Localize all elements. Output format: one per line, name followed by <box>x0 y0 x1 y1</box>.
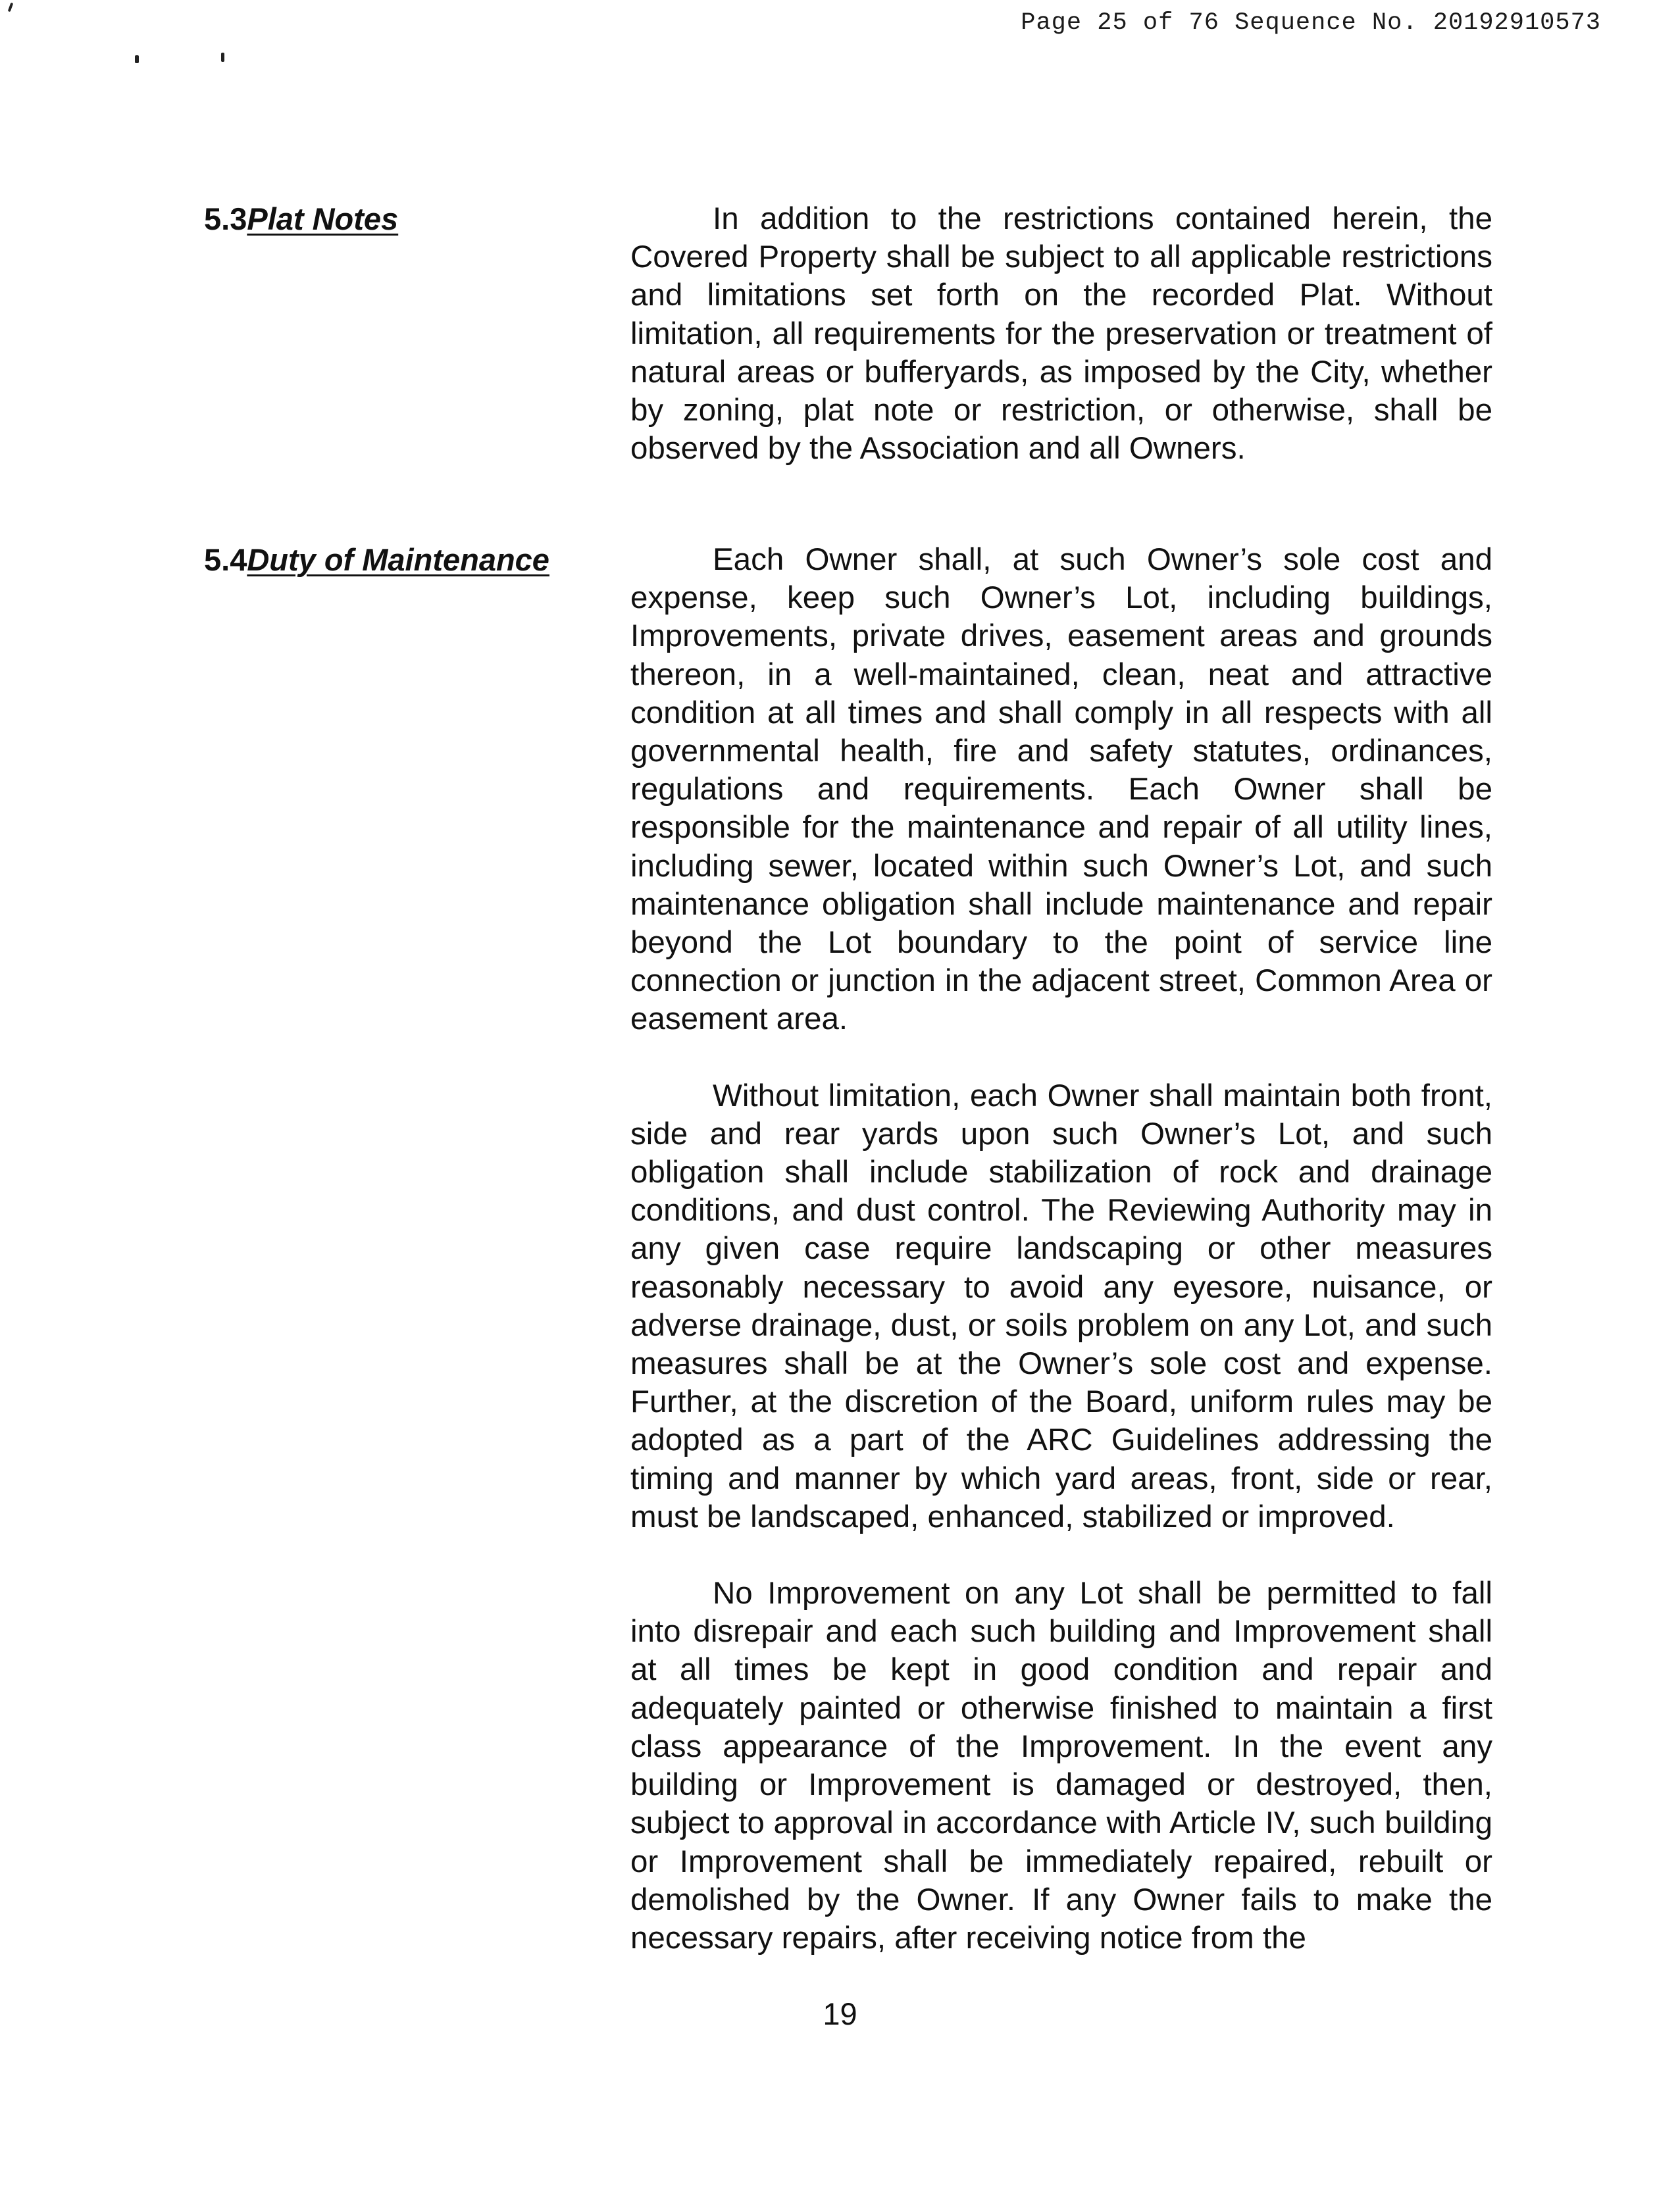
scan-speck <box>135 55 139 63</box>
page-sequence-header: Page 25 of 76 Sequence No. 20192910573 <box>1021 9 1601 37</box>
paragraph: No Improvement on any Lot shall be permitted to fall into disrepair and each such building and Improvement shall at all times be kept in good condition and repair and adequately painted or otherwise finished to maintain a first class appearance of the Improvement. In the event any building or Improvement is damaged or destroyed, then, subject to approval in accordance with Article IV, such building or Improvement shall be immediately repaired, rebuilt or demolished by the Owner. If any Owner fails to make the necessary repairs, after receiving notice from the <box>630 1576 1492 1956</box>
section-title: Duty of Maintenance <box>247 542 549 577</box>
paragraph: In addition to the restrictions contained herein, the Covered Property shall be subject to all applicable restrictions and limitations set forth on the recorded Plat. Without limitation, all requirements for the preservation or treatment of natural areas or bufferyards, as imposed by the City, whether by zoning, plat note or restriction, or otherwise, shall be observed by the Association and all Owners. <box>630 201 1492 467</box>
section-body <box>630 541 1492 1957</box>
section-heading <box>204 541 549 579</box>
scan-speck <box>8 3 14 13</box>
section-title: Plat Notes <box>247 201 399 236</box>
paragraph: Each Owner shall, at such Owner’s sole cost and expense, keep such Owner’s Lot, including buildings, Improvements, private drives, easement areas and grounds thereon, in a well-maintained, clean, neat and attractive condition at all times and shall comply in all respects with all governmental health, fire and safety statutes, ordinances, regulations and requirements. Each Owner shall be responsible for the maintenance and repair of all utility lines, including sewer, located within such Owner’s Lot, and such maintenance obligation shall include maintenance and repair beyond the Lot boundary to the point of service line connection or junction in the adjacent street, Common Area or easement area. <box>630 542 1492 1037</box>
section-heading <box>204 200 398 238</box>
section-body <box>630 200 1492 468</box>
section-number: 5.3 <box>204 201 247 236</box>
section-number: 5.4 <box>204 542 247 577</box>
scan-speck <box>221 53 224 62</box>
paragraph: Without limitation, each Owner shall maintain both front, side and rear yards upon such Owner’s Lot, and such obligation shall include stabilization of rock and drainage conditions, and dust control. The Reviewing Authority may in any given case require landscaping or other measures reasonably necessary to avoid any eyesore, nuisance, or adverse drainage, dust, or soils problem on any Lot, and such measures shall be at the Owner’s sole cost and expense. Further, at the discretion of the Board, uniform rules may be adopted as a part of the ARC Guidelines addressing the timing and manner by which yard areas, front, side or rear, must be landscaped, enhanced, stabilized or improved. <box>630 1078 1492 1534</box>
page-number: 19 <box>823 1996 857 2031</box>
